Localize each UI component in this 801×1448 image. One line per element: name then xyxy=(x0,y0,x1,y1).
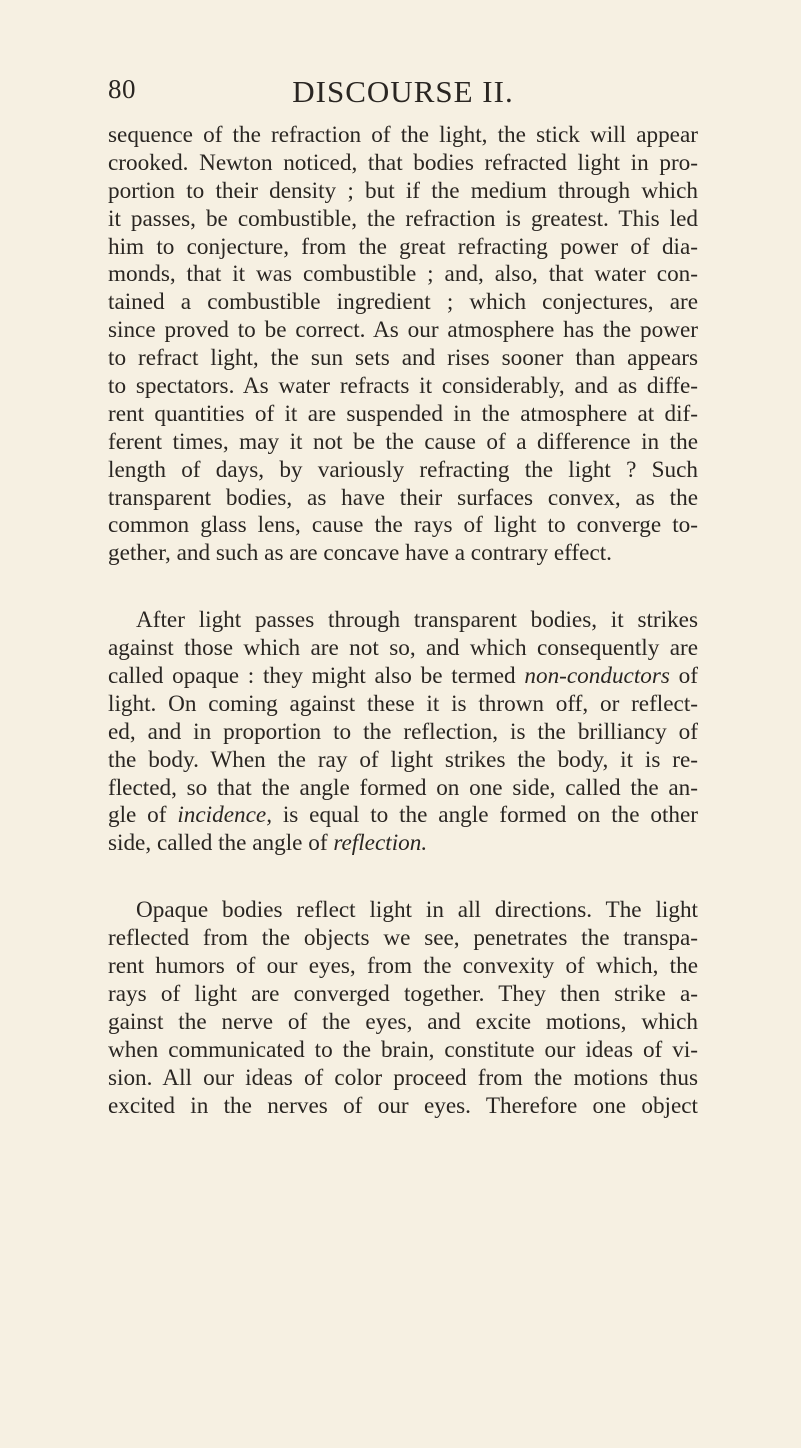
text-line xyxy=(108,802,698,830)
running-head: DISCOURSE II. xyxy=(292,74,514,109)
text-line: since proved to be correct. As our atmosphere has the power xyxy=(108,317,698,344)
text-line: excited in the nerves of our eyes. Therefore one object xyxy=(108,1092,698,1119)
text-line: flected, so that the angle formed on one side, called the an- xyxy=(108,774,698,801)
text-line xyxy=(108,830,698,858)
text-line: light. On coming against these it is thrown off, or reflect- xyxy=(108,690,698,717)
paragraph xyxy=(108,897,698,1120)
text-line: tained a combustible ingredient ; which conjectures, are xyxy=(108,289,698,316)
text-line: monds, that it was combustible ; and, also, that water con- xyxy=(108,261,698,288)
text-line: to refract light, the sun sets and rises sooner than appears xyxy=(108,345,698,372)
text-segment: side, called the angle of xyxy=(108,830,328,857)
text-segment: gle of xyxy=(108,802,167,829)
text-segment: called opaque : they might also be termed xyxy=(108,663,516,690)
text-line xyxy=(108,663,698,691)
page-header xyxy=(108,74,698,114)
text-segment: of xyxy=(678,663,698,690)
italic-term: incidence, xyxy=(177,802,272,829)
italic-term: reflection. xyxy=(333,830,428,857)
text-line: gainst the nerve of the eyes, and excite motions, which xyxy=(108,1008,698,1035)
text-line: crooked. Newton noticed, that bodies refracted light in pro- xyxy=(108,149,698,176)
text-line: Opaque bodies reflect light in all directions. The light xyxy=(136,897,698,924)
text-line: it passes, be combustible, the refraction is greatest. This led xyxy=(108,205,698,232)
page-number: 80 xyxy=(108,74,136,104)
text-line: sequence of the refraction of the light, the stick will appear xyxy=(108,122,698,148)
text-line: length of days, by variously refracting the light ? Such xyxy=(108,456,698,483)
text-line: common glass lens, cause the rays of light to converge to- xyxy=(108,512,698,539)
text-line: gether, and such as are concave have a contrary effect. xyxy=(108,540,612,567)
text-line: him to conjecture, from the great refracting power of dia- xyxy=(108,233,698,260)
italic-term: non-conductors xyxy=(524,663,670,690)
paragraph xyxy=(108,607,698,858)
text-line: After light passes through transparent bodies, it strikes xyxy=(136,607,698,634)
text-segment: is equal to the angle formed on the other xyxy=(282,802,699,829)
text-line: to spectators. As water refracts it considerably, and as diffe- xyxy=(108,373,698,400)
body-text xyxy=(108,122,698,1159)
text-line: rays of light are converged together. They then strike a- xyxy=(108,980,698,1007)
text-line: ferent times, may it not be the cause of a difference in the xyxy=(108,428,698,455)
paragraph xyxy=(108,122,698,568)
text-line: portion to their density ; but if the medium through which xyxy=(108,177,698,204)
text-line: rent quantities of it are suspended in the atmosphere at dif- xyxy=(108,400,698,427)
text-line: when communicated to the brain, constitute our ideas of vi- xyxy=(108,1036,698,1063)
text-line: ed, and in proportion to the reflection, is the brilliancy of xyxy=(108,718,698,745)
text-line: the body. When the ray of light strikes the body, it is re- xyxy=(108,746,698,773)
text-line: against those which are not so, and which consequently are xyxy=(108,635,698,662)
text-line: transparent bodies, as have their surfaces convex, as the xyxy=(108,484,698,511)
text-line: reflected from the objects we see, penetrates the transpa- xyxy=(108,925,698,952)
text-line: sion. All our ideas of color proceed from the motions thus xyxy=(108,1064,698,1091)
text-line: rent humors of our eyes, from the convexity of which, the xyxy=(108,953,698,980)
